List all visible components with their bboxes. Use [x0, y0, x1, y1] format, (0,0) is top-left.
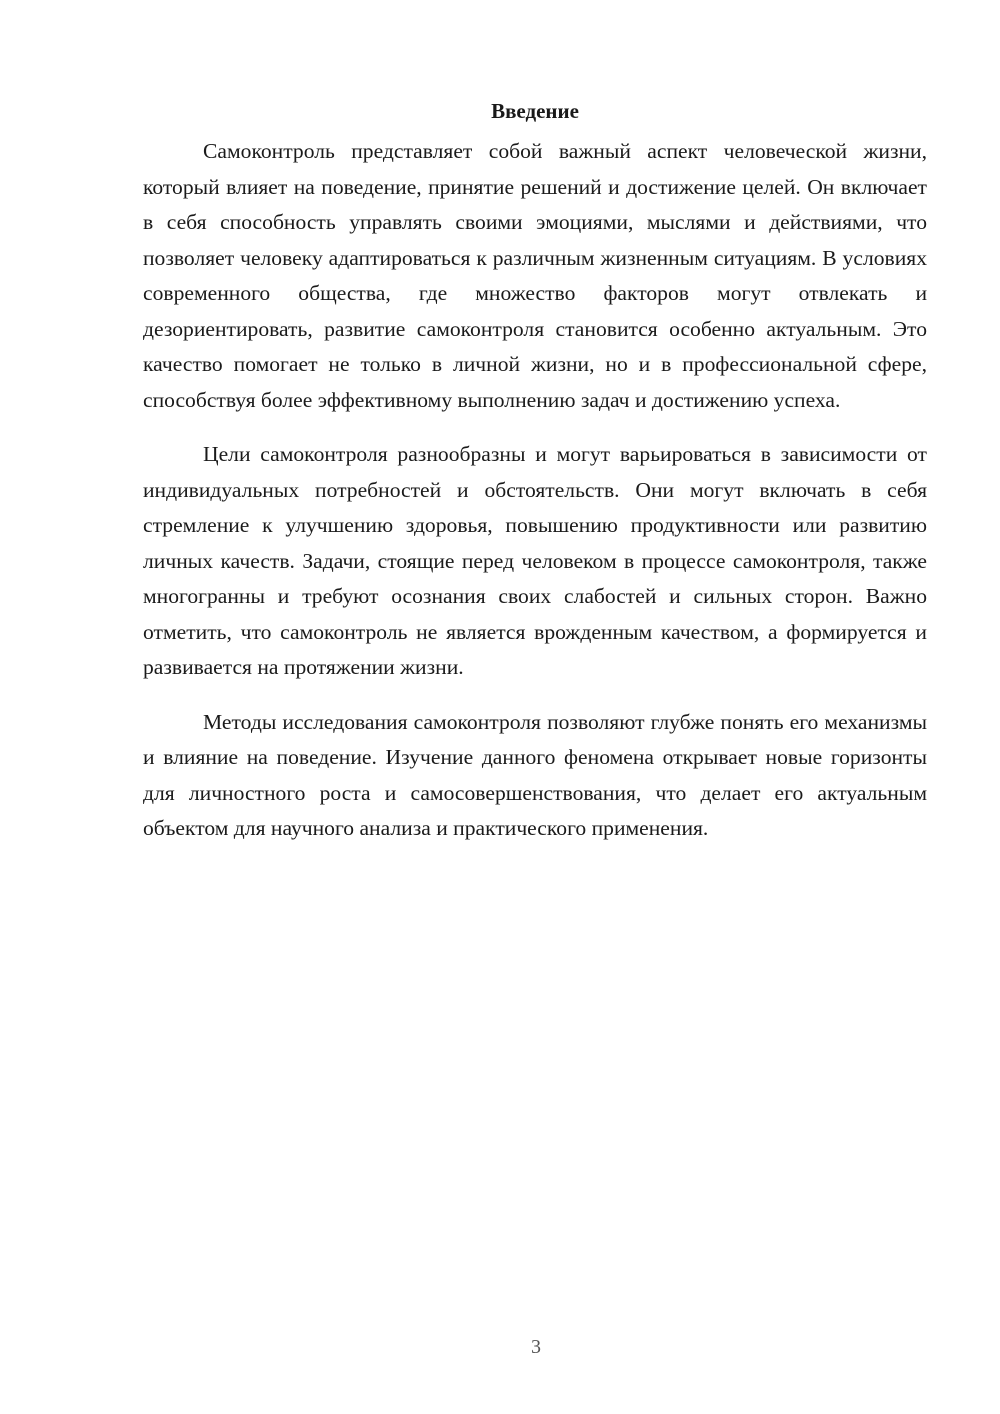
paragraph-1: Самоконтроль представляет собой важный аспект человеческой жизни, который влияет на поведение, принятие решений и достижение целей. Он включает в себя способность управлять своими эмоциями, мыслями и действиями, что позволяет человеку адаптироваться к различным жизненным ситуациям. В условиях современного общества, где множество факторов могут отвлекать и дезориентировать, развитие самоконтроля становится особенно актуальным. Это качество помогает не только в личной жизни, но и в профессиональной сфере, способствуя более эффективному выполнению задач и достижению успеха.: [143, 139, 927, 412]
page-number: 3: [531, 1336, 541, 1358]
section-heading: Введение: [491, 99, 579, 123]
paragraph-3: Методы исследования самоконтроля позволяют глубже понять его механизмы и влияние на поведение. Изучение данного феномена открывает новые горизонты для личностного роста и самосовершенствования, что делает его актуальным объектом для научного анализа и практического применения.: [143, 709, 927, 840]
page-content: [143, 94, 927, 847]
paragraph-2: Цели самоконтроля разнообразны и могут варьироваться в зависимости от индивидуальных потребностей и обстоятельств. Они могут включать в себя стремление к улучшению здоровья, повышению продуктивности или развитию личных качеств. Задачи, стоящие перед человеком в процессе самоконтроля, также многогранны и требуют осознания своих слабостей и сильных сторон. Важно отметить, что самоконтроль не является врожденным качеством, а формируется и развивается на протяжении жизни.: [143, 442, 927, 679]
